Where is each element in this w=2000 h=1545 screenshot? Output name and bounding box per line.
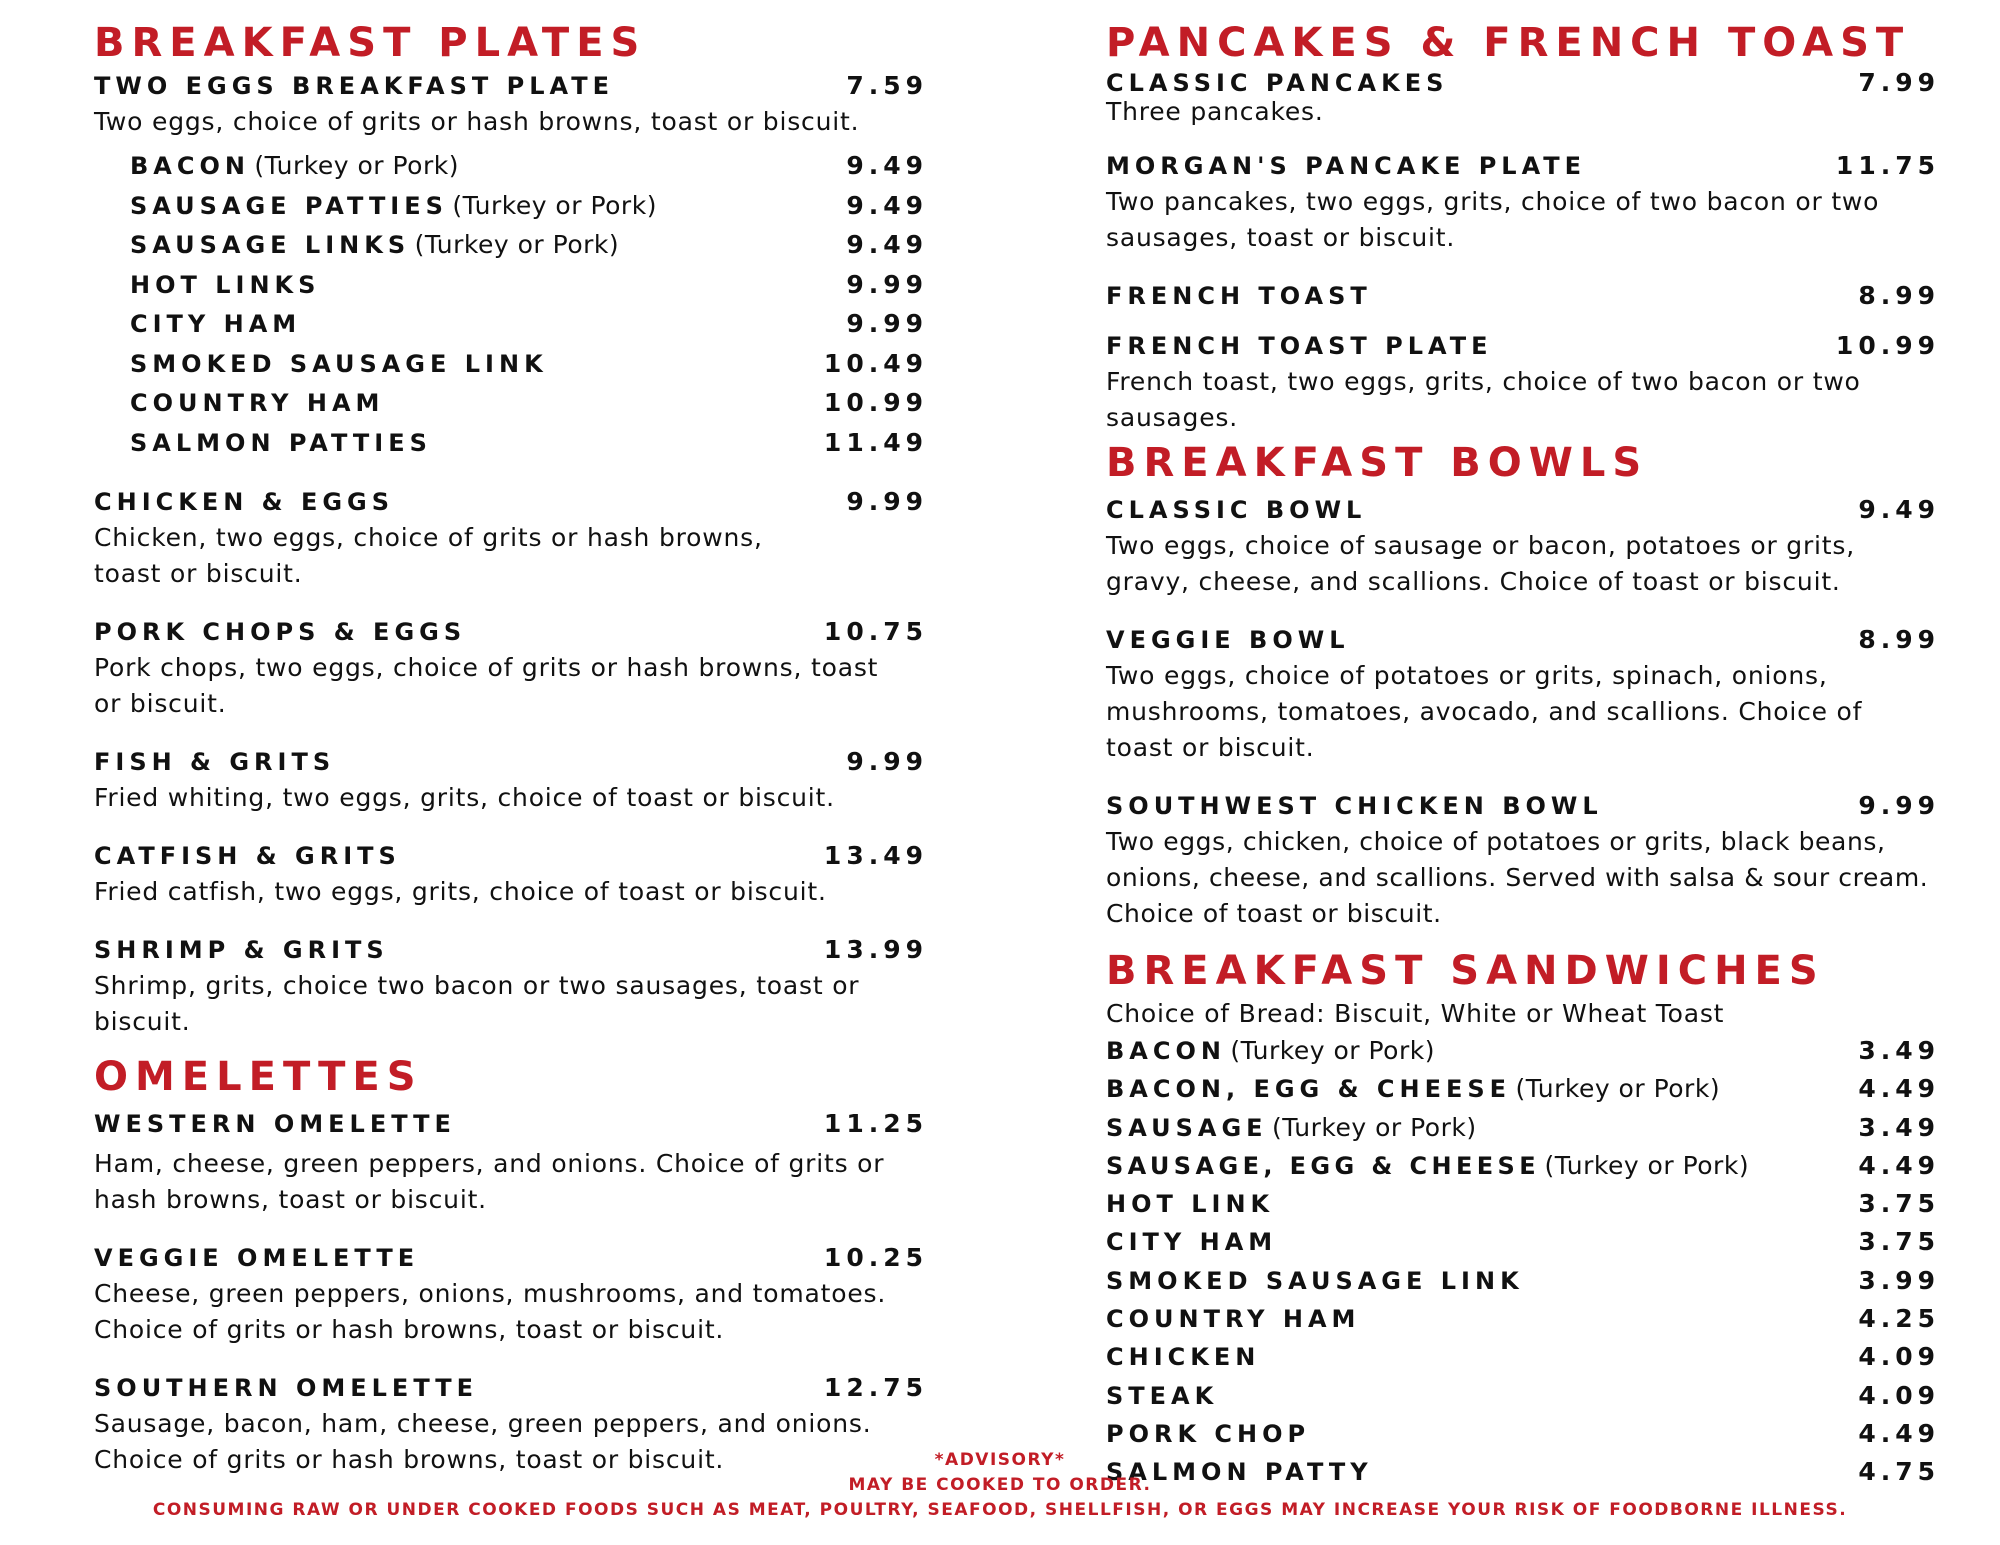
- list-item: [130, 304, 928, 344]
- sandwich-price: 3.49: [1858, 1036, 1940, 1065]
- option-note: (Turkey or Pork): [254, 151, 459, 180]
- list-item: [130, 423, 928, 463]
- item-name: WESTERN OMELETTE: [94, 1110, 456, 1138]
- list-item: [130, 383, 928, 423]
- item-price: 9.99: [1858, 791, 1940, 820]
- item-description: Pork chops, two eggs, choice of grits or hash browns, toast or biscuit.: [94, 653, 879, 718]
- list-item: [1106, 1109, 1940, 1147]
- option-name: CITY HAM: [130, 310, 302, 338]
- item-description: Sausage, bacon, ham, cheese, green peppers, and onions. Choice of grits or hash browns, toast or biscuit.: [94, 1409, 872, 1474]
- item-name: FRENCH TOAST: [1106, 282, 1372, 310]
- section-title-pancakes-french-toast: PANCAKES & FRENCH TOAST: [1106, 20, 1911, 66]
- list-item: [1106, 1262, 1940, 1300]
- list-item: [1106, 1338, 1940, 1376]
- item-name: FRENCH TOAST PLATE: [1106, 332, 1493, 360]
- menu-item: [94, 484, 928, 592]
- item-description: Cheese, green peppers, onions, mushrooms, and tomatoes. Choice of grits or hash browns, toast or biscuit.: [94, 1279, 887, 1344]
- sandwich-name: PORK CHOP: [1106, 1419, 1311, 1448]
- item-name: TWO EGGS BREAKFAST PLATE: [94, 72, 614, 100]
- item-description: Two eggs, choice of potatoes or grits, spinach, onions, mushrooms, tomatoes, avocado, and scallions. Choice of toast or biscuit.: [1106, 661, 1863, 762]
- menu-item: [94, 1240, 928, 1348]
- advisory-warning: CONSUMING RAW OR UNDER COOKED FOODS SUCH AS MEAT, POULTRY, SEAFOOD, SHELLFISH, OR EGGS MAY INCREASE YOUR RISK OF FOODBORNE ILLNESS.: [152, 1500, 1848, 1520]
- item-name: PORK CHOPS & EGGS: [94, 618, 467, 646]
- item-name: SOUTHWEST CHICKEN BOWL: [1106, 792, 1603, 820]
- sandwich-note: (Turkey or Pork): [1230, 1036, 1435, 1065]
- list-item: [1106, 1223, 1940, 1261]
- sandwich-note: (Turkey or Pork): [1272, 1112, 1477, 1142]
- option-name: SAUSAGE LINKS: [130, 231, 411, 259]
- right-column: [1106, 18, 1960, 1492]
- list-item: [130, 186, 928, 226]
- item-price: 8.99: [1858, 625, 1940, 654]
- sandwich-price: 4.25: [1858, 1304, 1940, 1334]
- sandwich-name: CHICKEN: [1106, 1343, 1261, 1372]
- sandwich-name: HOT LINK: [1106, 1190, 1275, 1219]
- item-price: 10.25: [823, 1243, 928, 1272]
- sandwich-name: SALMON PATTY: [1106, 1458, 1373, 1487]
- sandwich-price: 3.75: [1858, 1189, 1940, 1219]
- option-name: SAUSAGE PATTIES: [130, 191, 448, 220]
- option-name: HOT LINKS: [130, 270, 321, 299]
- sandwich-name: CITY HAM: [1106, 1228, 1278, 1257]
- item-name: VEGGIE OMELETTE: [94, 1244, 420, 1272]
- option-name: SALMON PATTIES: [130, 428, 432, 457]
- sandwich-bread-note: Choice of Bread: Biscuit, White or Wheat Toast: [1106, 999, 1725, 1028]
- option-price: 9.49: [846, 230, 928, 259]
- item-description: Shrimp, grits, choice two bacon or two sausages, toast or biscuit.: [94, 971, 860, 1036]
- sandwich-price: 4.75: [1858, 1457, 1940, 1487]
- section-title-omelettes: OMELETTES: [94, 1054, 423, 1100]
- item-description: Three pancakes.: [1106, 97, 1324, 126]
- sandwich-price: 3.99: [1858, 1265, 1940, 1295]
- item-description: Ham, cheese, green peppers, and onions. Choice of grits or hash browns, toast or biscuit.: [94, 1149, 885, 1214]
- item-price: 9.99: [846, 487, 928, 516]
- menu-item: [94, 932, 928, 1040]
- menu-item: [1106, 788, 1960, 932]
- sandwich-list: [1106, 1032, 1940, 1492]
- item-price: 13.49: [823, 841, 928, 870]
- sandwich-price: 4.09: [1858, 1342, 1940, 1372]
- option-name: COUNTRY HAM: [130, 389, 385, 417]
- list-item: [1106, 1377, 1940, 1415]
- menu-item: [1106, 328, 1940, 436]
- option-note: (Turkey or Pork): [414, 230, 620, 259]
- item-description: Two eggs, chicken, choice of potatoes or grits, black beans, onions, cheese, and scallions. Served with salsa & sour cream. Choice of toast or biscuit.: [1106, 827, 1929, 928]
- sandwich-name: SAUSAGE, EGG & CHEESE: [1106, 1151, 1541, 1180]
- item-price: 10.99: [1835, 331, 1940, 360]
- left-column: [94, 18, 928, 1478]
- option-name: BACON: [130, 152, 250, 180]
- list-item: [1106, 1185, 1940, 1223]
- menu-item: [94, 614, 928, 722]
- list-item: [130, 146, 928, 186]
- sandwich-price: 4.49: [1858, 1418, 1940, 1448]
- list-item: [130, 265, 928, 305]
- item-price: 7.99: [1858, 68, 1940, 97]
- sandwich-name: STEAK: [1106, 1381, 1219, 1410]
- item-name: CLASSIC BOWL: [1106, 496, 1367, 524]
- menu-item: [1106, 492, 1940, 600]
- plate-options-list: [94, 146, 928, 462]
- advisory-cooked-to-order: MAY BE COOKED TO ORDER.: [848, 1475, 1152, 1495]
- item-name: SOUTHERN OMELETTE: [94, 1374, 479, 1402]
- item-name: VEGGIE BOWL: [1106, 626, 1350, 654]
- item-name: FISH & GRITS: [94, 748, 336, 776]
- option-price: 9.99: [846, 309, 928, 338]
- list-item: [130, 225, 928, 265]
- option-price: 11.49: [823, 427, 928, 457]
- sandwich-name: COUNTRY HAM: [1106, 1305, 1361, 1334]
- menu-item: [1106, 148, 1940, 256]
- item-price: 10.75: [823, 617, 928, 646]
- option-price: 9.99: [846, 269, 928, 299]
- option-name: SMOKED SAUSAGE LINK: [130, 349, 548, 378]
- menu-item: [1106, 622, 1940, 766]
- item-description: Two eggs, choice of grits or hash browns, toast or biscuit.: [94, 107, 860, 136]
- sandwich-price: 3.75: [1858, 1227, 1940, 1257]
- sandwich-note: (Turkey or Pork): [1544, 1150, 1750, 1180]
- option-note: (Turkey or Pork): [452, 190, 657, 220]
- item-price: 9.99: [846, 747, 928, 776]
- item-description: Two pancakes, two eggs, grits, choice of two bacon or two sausages, toast or biscuit.: [1106, 187, 1880, 252]
- option-price: 9.49: [846, 151, 928, 180]
- item-name: SHRIMP & GRITS: [94, 936, 389, 964]
- sandwich-price: 4.09: [1858, 1380, 1940, 1410]
- list-item: [1106, 1070, 1940, 1108]
- sandwich-price: 4.49: [1858, 1150, 1940, 1180]
- item-description: French toast, two eggs, grits, choice of two bacon or two sausages.: [1106, 367, 1861, 432]
- item-name: CHICKEN & EGGS: [94, 488, 395, 516]
- item-description: Two eggs, choice of sausage or bacon, potatoes or grits, gravy, cheese, and scallions. Choice of toast or biscuit.: [1106, 531, 1855, 596]
- list-item: [1106, 1032, 1940, 1070]
- item-price: 9.49: [1858, 495, 1940, 524]
- item-price: 13.99: [823, 935, 928, 964]
- sandwich-name: BACON: [1106, 1037, 1226, 1065]
- menu-item: [1106, 68, 1940, 126]
- option-price: 10.49: [823, 348, 928, 378]
- sandwich-name: BACON, EGG & CHEESE: [1106, 1075, 1512, 1104]
- menu-item: [94, 68, 928, 140]
- sandwich-price: 3.49: [1858, 1112, 1940, 1142]
- food-advisory: [0, 1448, 2000, 1523]
- menu-item: [94, 744, 928, 816]
- option-price: 9.49: [846, 190, 928, 220]
- item-price: 7.59: [846, 71, 928, 100]
- sandwich-price: 4.49: [1858, 1074, 1940, 1104]
- menu-item: [1106, 278, 1940, 314]
- sandwich-note: (Turkey or Pork): [1515, 1074, 1721, 1104]
- item-description: Fried whiting, two eggs, grits, choice of toast or biscuit.: [94, 783, 835, 812]
- section-title-breakfast-bowls: BREAKFAST BOWLS: [1106, 440, 1649, 486]
- item-price: 8.99: [1858, 281, 1940, 310]
- item-price: 11.75: [1835, 151, 1940, 180]
- list-item: [130, 344, 928, 384]
- menu-item: [94, 838, 928, 910]
- item-name: MORGAN'S PANCAKE PLATE: [1106, 152, 1587, 180]
- item-price: 12.75: [823, 1373, 928, 1402]
- item-description: Chicken, two eggs, choice of grits or hash browns, toast or biscuit.: [94, 523, 763, 588]
- section-title-breakfast-sandwiches: BREAKFAST SANDWICHES: [1106, 948, 1825, 994]
- advisory-heading: *ADVISORY*: [934, 1450, 1066, 1470]
- item-name: CATFISH & GRITS: [94, 842, 401, 870]
- list-item: [1106, 1300, 1940, 1338]
- item-price: 11.25: [823, 1109, 928, 1138]
- option-price: 10.99: [823, 388, 928, 417]
- item-name: CLASSIC PANCAKES: [1106, 69, 1449, 97]
- sandwich-name: SAUSAGE: [1106, 1113, 1268, 1142]
- sandwich-name: SMOKED SAUSAGE LINK: [1106, 1266, 1524, 1295]
- section-title-breakfast-plates: BREAKFAST PLATES: [94, 20, 647, 66]
- menu-item: [94, 1106, 928, 1218]
- list-item: [1106, 1147, 1940, 1185]
- item-description: Fried catfish, two eggs, grits, choice of toast or biscuit.: [94, 877, 827, 906]
